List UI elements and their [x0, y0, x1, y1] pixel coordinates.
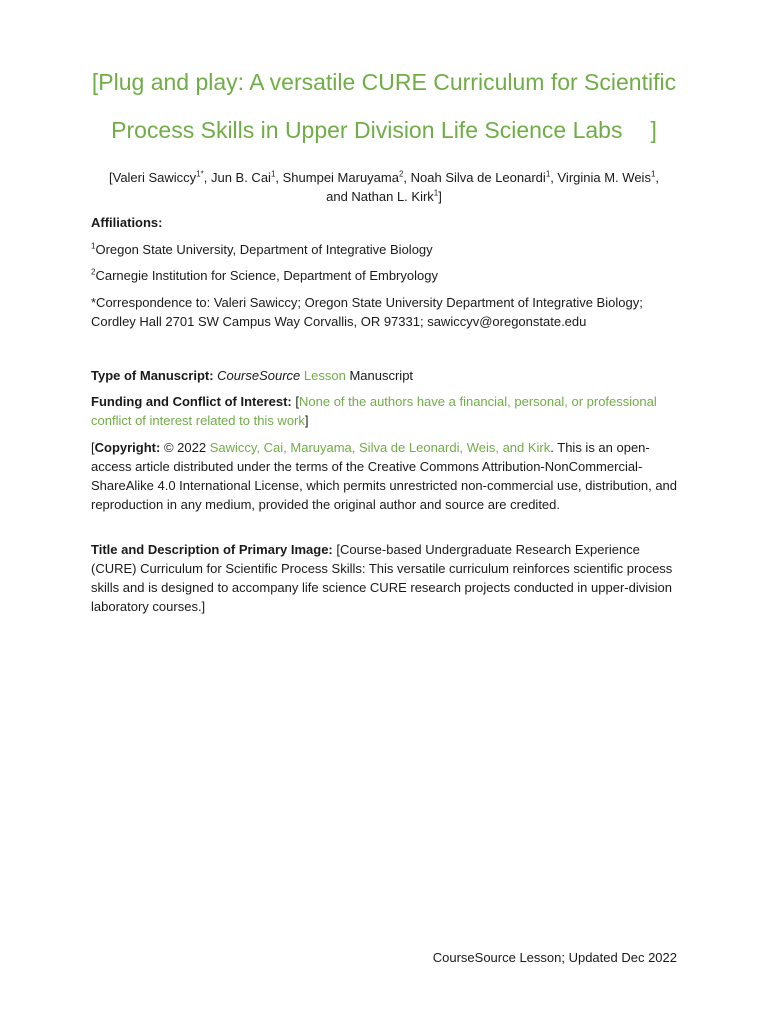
primary-image-label: Title and Description of Primary Image:: [91, 542, 333, 557]
author-name: Jun B. Cai: [210, 170, 271, 185]
affiliation-text: Carnegie Institution for Science, Department of Embryology: [95, 268, 438, 283]
manuscript-type: [91, 366, 681, 385]
manuscript-suffix: Manuscript: [349, 368, 414, 383]
primary-image-text: [Course-based Undergraduate Research Experience (CURE) Curriculum for Scientific Process Skills: This versatile curriculum reinforces scientific process skills and is designed to accompany life science CURE research projects conducted in upper-division laboratory courses.]: [91, 542, 673, 614]
copyright-open-bracket: [: [91, 440, 95, 455]
author-separator: ,: [655, 170, 660, 185]
funding-open-bracket: [: [295, 394, 300, 409]
title-line-1: Plug and play: A versatile CURE Curriculum for Scientific: [98, 69, 677, 95]
author-affiliation-sup: 2: [398, 169, 404, 179]
author-affiliation-sup: 1: [650, 169, 656, 179]
affiliation-item: [91, 240, 681, 259]
manuscript-title: [70, 58, 698, 154]
author-separator: ,: [403, 170, 411, 185]
copyright-label: Copyright:: [94, 440, 161, 455]
funding-text: None of the authors have a financial, personal, or professional conflict of interest related to this work: [91, 394, 657, 428]
affiliation-text: Oregon State University, Department of Integrative Biology: [95, 242, 433, 257]
authors-open-bracket: [: [108, 170, 113, 185]
manuscript-type-label: Type of Manuscript:: [91, 368, 214, 383]
copyright-statement: [91, 438, 681, 514]
journal-name: CourseSource: [217, 368, 301, 383]
funding-label: Funding and Conflict of Interest:: [91, 394, 292, 409]
author-name: Noah Silva de Leonardi: [410, 170, 546, 185]
affiliations-heading: Affiliations:: [91, 215, 163, 230]
page-footer: CourseSource Lesson; Updated Dec 2022: [432, 950, 677, 965]
funding-close-bracket: ]: [304, 413, 309, 428]
title-close-bracket: ]: [650, 117, 657, 143]
author-name: Shumpei Maruyama: [282, 170, 399, 185]
author-name: Virginia M. Weis: [557, 170, 651, 185]
author-name: Valeri Sawiccy: [112, 170, 197, 185]
author-affiliation-sup: 1: [270, 169, 276, 179]
funding-statement: [91, 392, 681, 430]
author-affiliation-sup: 1*: [196, 169, 204, 179]
correspondence: *Correspondence to: Valeri Sawiccy; Oregon State University Department of Integrative Biology; Cordley Hall 2701 SW Campus Way Corvallis, OR 97331; sawiccyv@oregonstate.edu: [91, 295, 643, 329]
author-affiliation-sup: 1: [545, 169, 551, 179]
author-list: [80, 168, 688, 206]
authors-close-bracket: ]: [438, 189, 442, 204]
title-open-bracket: [: [91, 69, 99, 95]
affiliation-item: [91, 266, 681, 285]
author-affiliation-sup: 1: [433, 188, 439, 198]
copyright-year: © 2022: [163, 440, 207, 455]
author-separator: ,: [275, 170, 283, 185]
affiliation-sup: 2: [91, 267, 96, 277]
primary-image-description: [91, 540, 681, 616]
affiliation-sup: 1: [91, 241, 96, 251]
title-line-2: Process Skills in Upper Division Life Science Labs: [111, 117, 623, 143]
author-separator: ,: [203, 170, 211, 185]
author-name: and Nathan L. Kirk: [326, 189, 434, 204]
author-separator: ,: [550, 170, 558, 185]
manuscript-kind: Lesson: [303, 368, 346, 383]
copyright-text: . This is an open-access article distributed under the terms of the Creative Commons Attribution-NonCommercial-ShareAlike 4.0 International License, which permits unrestricted non-commercial use, distribution, and reproduction in any medium, provided the original author and source are credited.: [91, 440, 678, 512]
copyright-holders: Sawiccy, Cai, Maruyama, Silva de Leonardi, Weis, and Kirk: [209, 440, 551, 455]
